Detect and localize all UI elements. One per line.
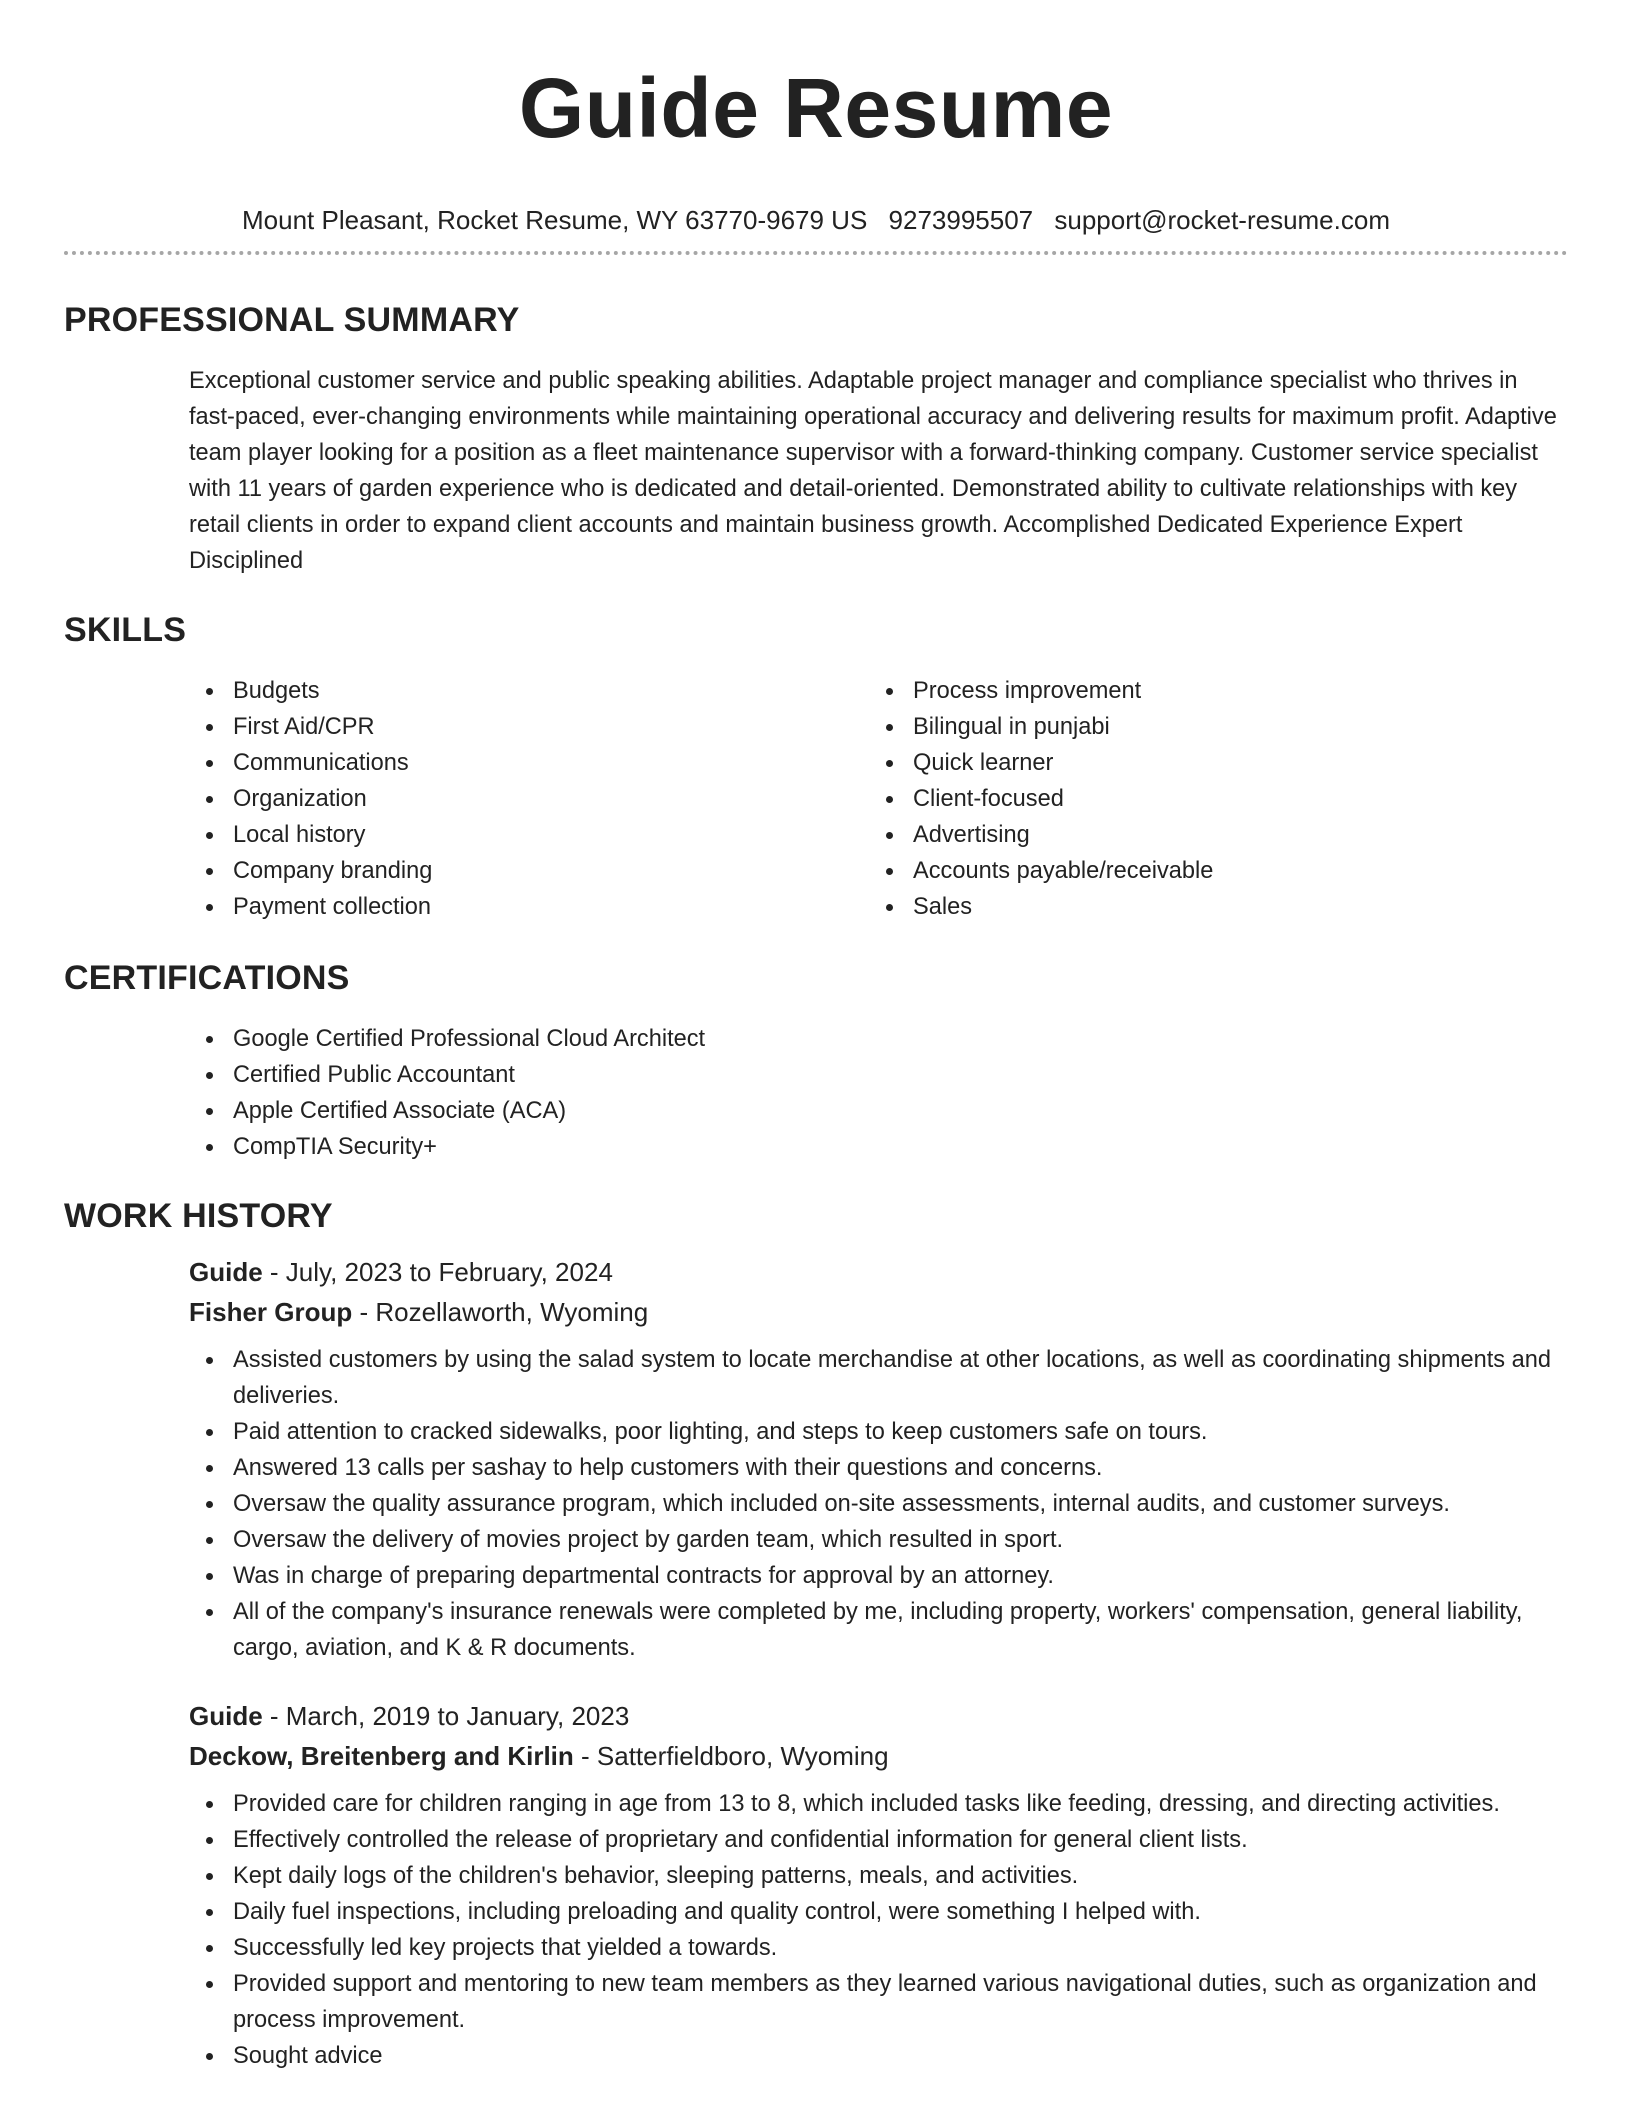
job-duty: Paid attention to cracked sidewalks, poor lighting, and steps to keep customers safe on tours. bbox=[189, 1414, 1558, 1450]
job-dates: - March, 2019 to January, 2023 bbox=[262, 1701, 630, 1731]
job-duty: All of the company's insurance renewals were completed by me, including property, workers' compensation, general liability, cargo, aviation, and K & R documents. bbox=[189, 1594, 1558, 1666]
job-company: Deckow, Breitenberg and Kirlin bbox=[189, 1741, 574, 1771]
job-duty: Kept daily logs of the children's behavior, sleeping patterns, meals, and activities. bbox=[189, 1858, 1558, 1894]
job-duty: Assisted customers by using the salad system to locate merchandise at other locations, as well as coordinating shipments and deliveries. bbox=[189, 1342, 1558, 1414]
skill-item: Budgets bbox=[189, 673, 869, 709]
job-role-line bbox=[189, 1252, 1558, 1292]
job-duty: Provided support and mentoring to new team members as they learned various navigational duties, such as organization and process improvement. bbox=[189, 1966, 1558, 2038]
certifications-section bbox=[64, 958, 1568, 1165]
skill-item: Process improvement bbox=[869, 673, 1549, 709]
job-role-line bbox=[189, 1696, 1558, 1736]
job-duty: Effectively controlled the release of proprietary and confidential information for general client lists. bbox=[189, 1822, 1558, 1858]
job-company-line bbox=[189, 1292, 1558, 1332]
certification-item: CompTIA Security+ bbox=[189, 1129, 1558, 1165]
job-location: - Rozellaworth, Wyoming bbox=[352, 1297, 649, 1327]
job-entry bbox=[64, 1696, 1568, 2074]
job-company-line bbox=[189, 1736, 1558, 1776]
header-divider bbox=[64, 251, 1568, 255]
skills-list-right bbox=[869, 673, 1549, 925]
job-company: Fisher Group bbox=[189, 1297, 353, 1327]
skill-item: Communications bbox=[189, 745, 869, 781]
job-role: Guide bbox=[189, 1701, 263, 1731]
job-duty: Sought advice bbox=[189, 2038, 1558, 2074]
skill-item: First Aid/CPR bbox=[189, 709, 869, 745]
job-duty: Answered 13 calls per sashay to help customers with their questions and concerns. bbox=[189, 1450, 1558, 1486]
certification-item: Certified Public Accountant bbox=[189, 1057, 1558, 1093]
resume-name: Guide Resume bbox=[518, 61, 1114, 155]
job-duties-list bbox=[189, 1342, 1558, 1666]
work-history-section bbox=[64, 1196, 1568, 2074]
skills-title: SKILLS bbox=[64, 611, 187, 649]
certification-item: Google Certified Professional Cloud Architect bbox=[189, 1021, 1558, 1057]
job-role: Guide bbox=[189, 1257, 263, 1287]
summary-title: PROFESSIONAL SUMMARY bbox=[64, 301, 520, 339]
job-duty: Daily fuel inspections, including preloading and quality control, were something I helped with. bbox=[189, 1894, 1558, 1930]
skills-grid bbox=[64, 673, 1568, 925]
certifications-title: CERTIFICATIONS bbox=[64, 959, 350, 997]
skill-item: Sales bbox=[869, 889, 1549, 925]
job-duty: Oversaw the delivery of movies project by garden team, which resulted in sport. bbox=[189, 1522, 1558, 1558]
skill-item: Bilingual in punjabi bbox=[869, 709, 1549, 745]
skill-item: Accounts payable/receivable bbox=[869, 853, 1549, 889]
summary-section bbox=[64, 300, 1568, 579]
skill-item: Company branding bbox=[189, 853, 869, 889]
job-duty: Was in charge of preparing departmental contracts for approval by an attorney. bbox=[189, 1558, 1558, 1594]
skill-item: Advertising bbox=[869, 817, 1549, 853]
summary-text: Exceptional customer service and public speaking abilities. Adaptable project manager and compliance specialist who thrives in fast-paced, ever-changing environments while maintaining operational accuracy and delivering results for maximum profit. Adaptive team player looking for a position as a fleet maintenance supervisor with a forward-thinking company. Customer service specialist with 11 years of garden experience who is dedicated and detail-oriented. Demonstrated ability to cultivate relationships with key retail clients in order to expand client accounts and maintain business growth. Accomplished Dedicated Experience Expert Disciplined bbox=[189, 368, 1557, 574]
job-duty: Oversaw the quality assurance program, which included on-site assessments, internal audits, and customer surveys. bbox=[189, 1486, 1558, 1522]
work-history-title: WORK HISTORY bbox=[64, 1197, 333, 1235]
certifications-list bbox=[189, 1021, 1558, 1165]
job-duties-list bbox=[189, 1786, 1558, 2074]
contact-line bbox=[0, 204, 1632, 236]
skills-list-left bbox=[189, 673, 869, 925]
contact-address: Mount Pleasant, Rocket Resume, WY 63770-9679 US bbox=[242, 205, 868, 235]
job-entry bbox=[64, 1252, 1568, 1666]
skill-item: Payment collection bbox=[189, 889, 869, 925]
skills-section bbox=[64, 610, 1568, 925]
skill-item: Client-focused bbox=[869, 781, 1549, 817]
skill-item: Organization bbox=[189, 781, 869, 817]
certification-item: Apple Certified Associate (ACA) bbox=[189, 1093, 1558, 1129]
job-duty: Provided care for children ranging in age from 13 to 8, which included tasks like feeding, dressing, and directing activities. bbox=[189, 1786, 1558, 1822]
skill-item: Local history bbox=[189, 817, 869, 853]
job-dates: - July, 2023 to February, 2024 bbox=[262, 1257, 613, 1287]
skill-item: Quick learner bbox=[869, 745, 1549, 781]
job-location: - Satterfieldboro, Wyoming bbox=[573, 1741, 889, 1771]
job-duty: Successfully led key projects that yielded a towards. bbox=[189, 1930, 1558, 1966]
contact-email: support@rocket-resume.com bbox=[1054, 205, 1390, 235]
contact-phone: 9273995507 bbox=[888, 205, 1034, 235]
